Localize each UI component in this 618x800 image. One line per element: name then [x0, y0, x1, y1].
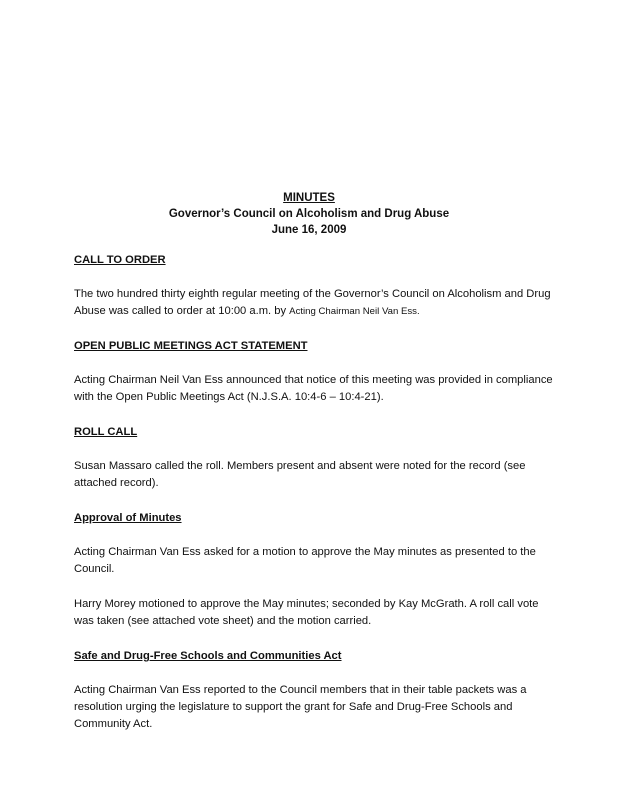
safe-drug-free-text: Acting Chairman Van Ess reported to the Council members that in their table packets was a resolution urging the legislature to support the grant for Safe and Drug-Free Schools and Community Act. — [74, 684, 527, 730]
call-to-order-text-chair: Acting Chairman Neil Van Ess. — [289, 306, 420, 317]
document-body — [74, 252, 554, 733]
section-heading-call-to-order: CALL TO ORDER — [74, 254, 166, 266]
document-header — [0, 190, 618, 238]
open-public-meetings-text: Acting Chairman Neil Van Ess announced that notice of this meeting was provided in compliance with the Open Public Meetings Act (N.J.S.A. 10:4-6 – 10:4-21). — [74, 374, 553, 403]
approval-of-minutes-paragraph-1: Acting Chairman Van Ess asked for a motion to approve the May minutes as presented to the Council. — [74, 546, 536, 575]
document-title: MINUTES — [283, 192, 335, 204]
section-heading-roll-call: ROLL CALL — [74, 426, 138, 438]
call-to-order-text — [74, 286, 554, 320]
call-to-order-text-main: The two hundred thirty eighth regular meeting of the Governor’s Council on Alcoholism and Drug Abuse was called to order at 10:00 a.m. by — [74, 288, 551, 317]
meeting-date: June 16, 2009 — [271, 224, 347, 236]
approval-of-minutes-paragraph-2: Harry Morey motioned to approve the May minutes; seconded by Kay McGrath. A roll call vote was taken (see attached vote sheet) and the motion carried. — [74, 598, 539, 627]
organization-name: Governor’s Council on Alcoholism and Drug Abuse — [168, 208, 450, 220]
roll-call-text: Susan Massaro called the roll. Members present and absent were noted for the record (see attached record). — [74, 460, 526, 489]
section-heading-open-public-meetings: OPEN PUBLIC MEETINGS ACT STATEMENT — [74, 340, 308, 352]
section-heading-safe-drug-free: Safe and Drug-Free Schools and Communities Act — [74, 650, 342, 662]
section-heading-approval-of-minutes: Approval of Minutes — [74, 512, 182, 524]
